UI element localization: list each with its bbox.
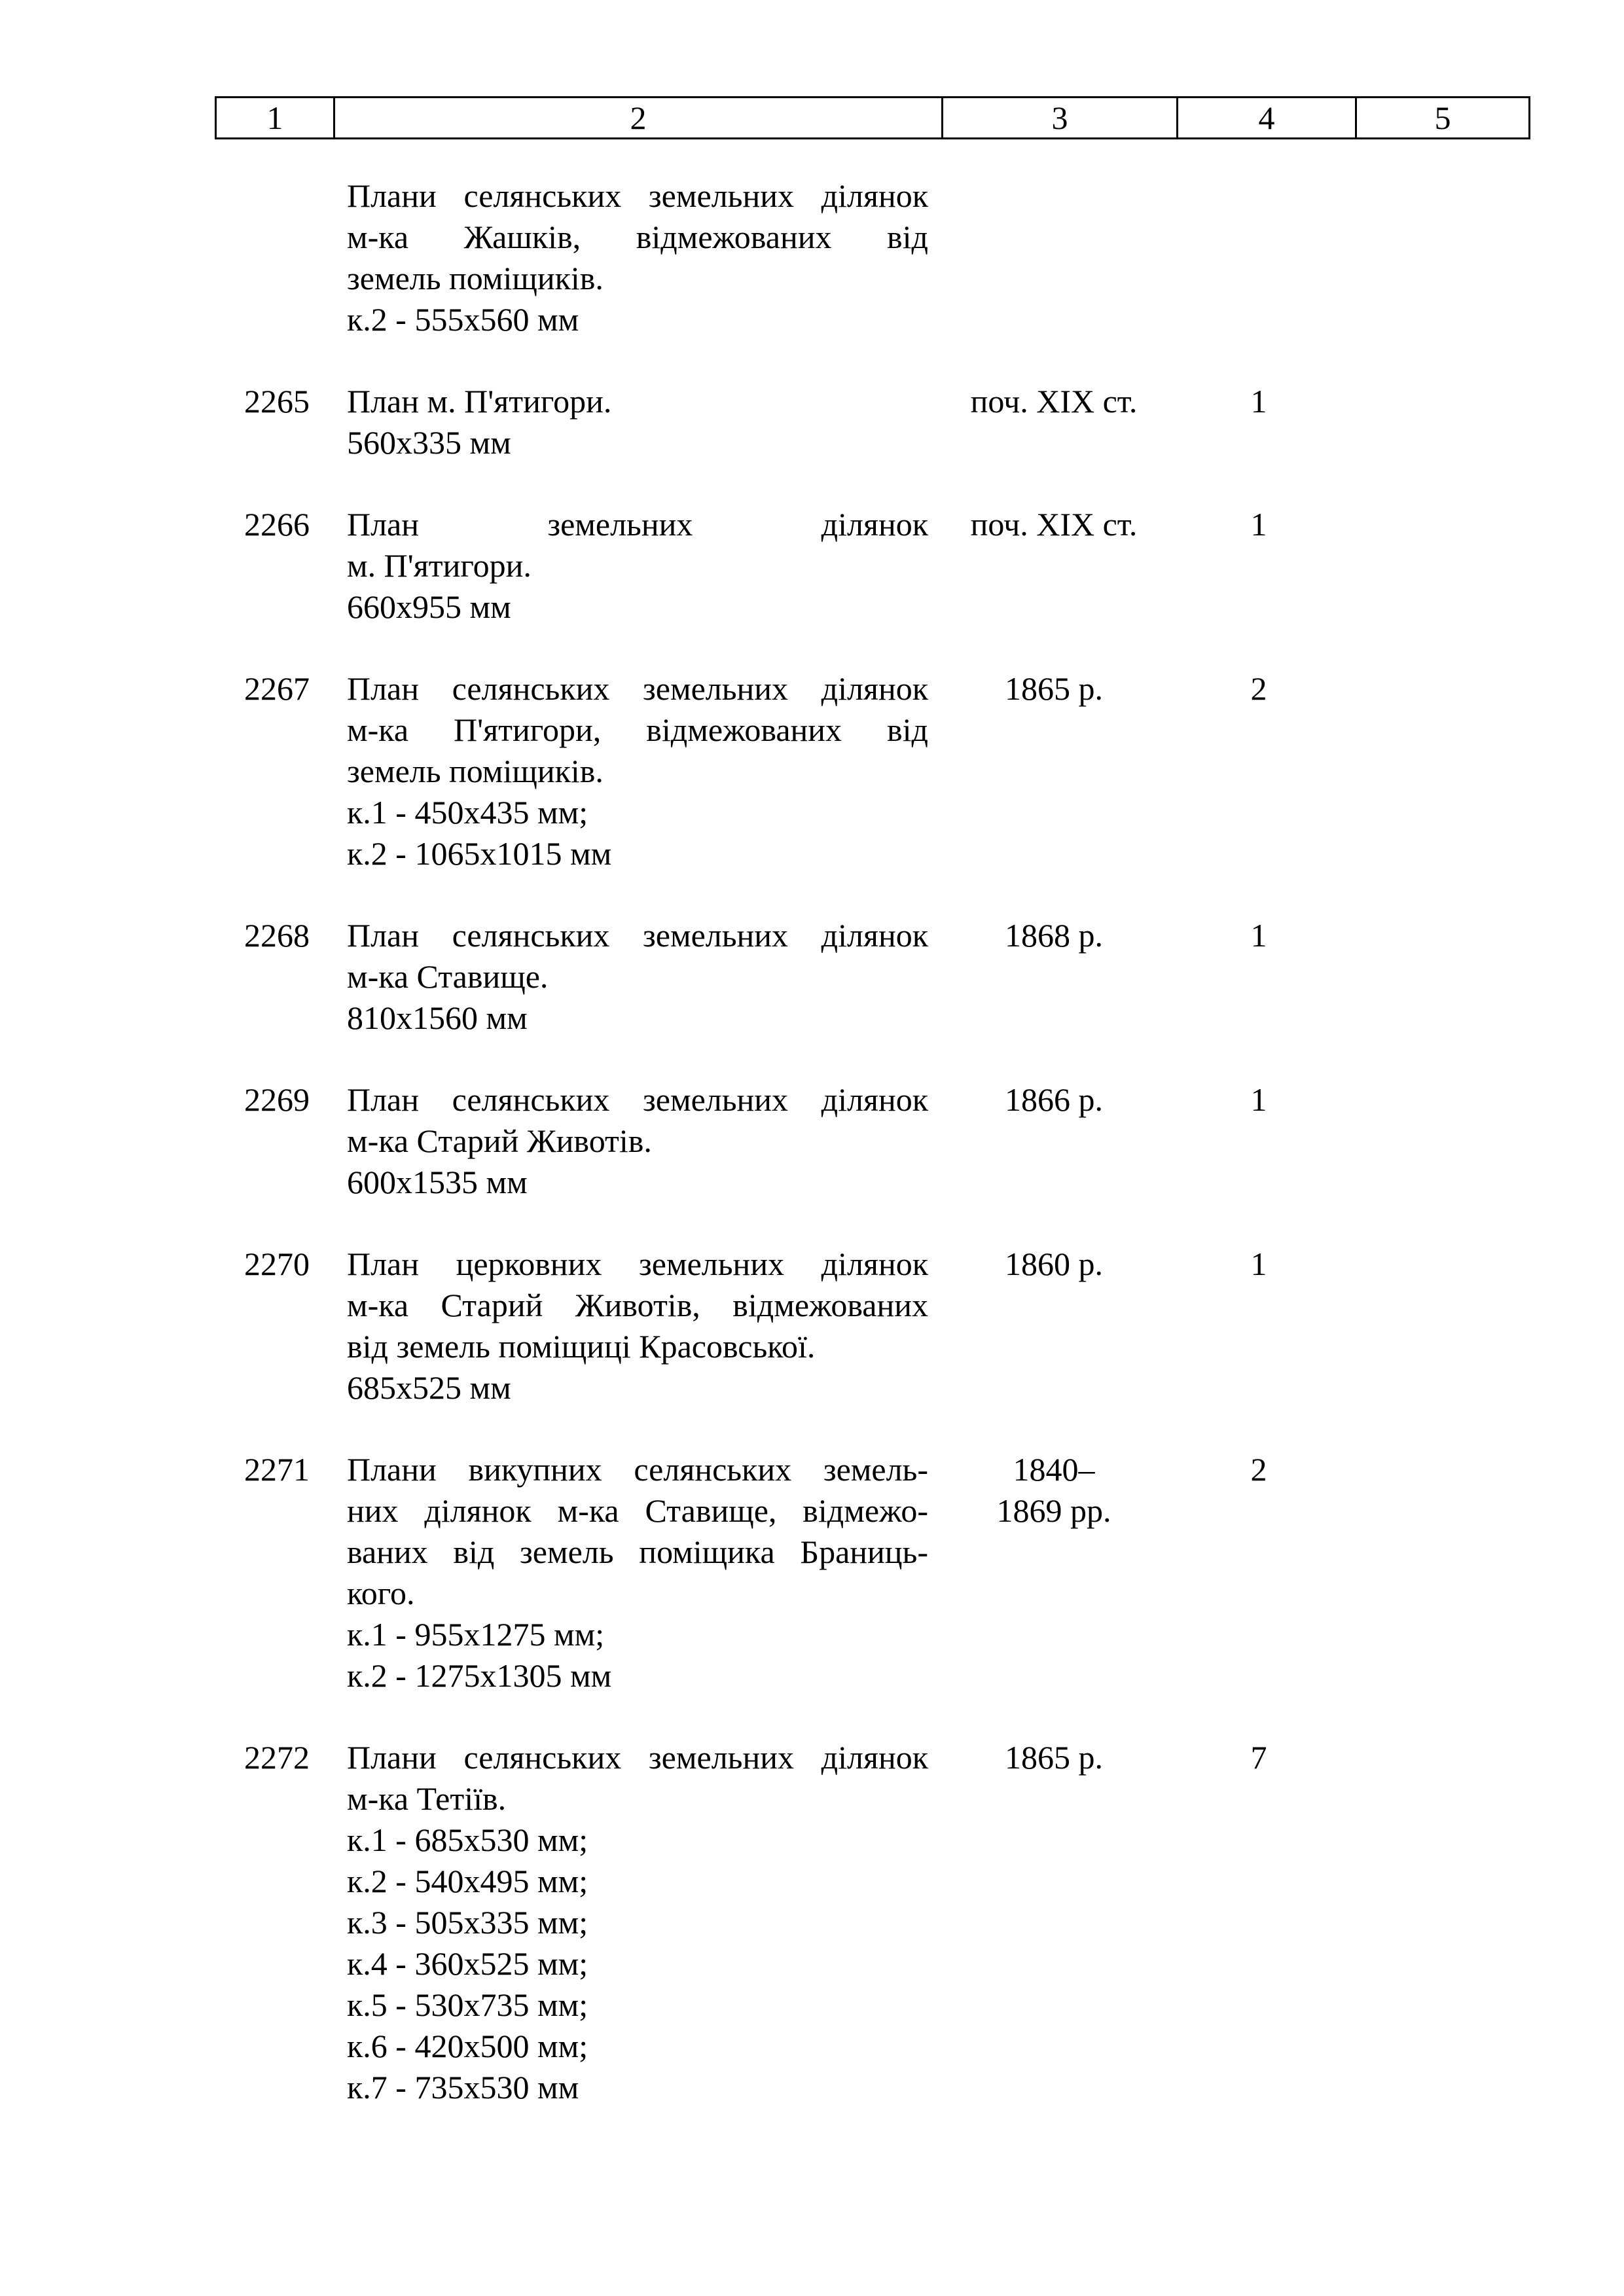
sheet-size: 600х1535 мм [347, 1164, 528, 1200]
description-line: м-ка Жашків, відмежованих від [347, 219, 928, 255]
sheet-size: к.2 - 1275х1305 мм [347, 1657, 612, 1694]
description-line: План селянських земельних ділянок [347, 917, 928, 954]
record-description [331, 668, 937, 874]
date-line: 1868 р. [1005, 917, 1103, 954]
column-number-header [215, 96, 1530, 139]
record-description [331, 1244, 937, 1408]
header-col-2: 2 [334, 98, 943, 139]
date-line: 1865 р. [1005, 1739, 1103, 1776]
record-date [937, 1737, 1170, 1778]
record-row [215, 1244, 1519, 1408]
sheet-size: к.5 - 530х735 мм; [347, 1986, 588, 2023]
record-number: 2269 [244, 1081, 310, 1118]
header-col-4: 4 [1178, 98, 1356, 139]
record-description [331, 1079, 937, 1203]
header-col-5: 5 [1356, 98, 1530, 139]
header-col-1: 1 [216, 98, 334, 139]
description-line: План селянських земельних ділянок [347, 670, 928, 707]
sheet-size: 810х1560 мм [347, 999, 528, 1036]
date-line: 1840– [1013, 1451, 1095, 1488]
record-row [215, 381, 1519, 463]
description-line: від земель поміщиці Красовської. [347, 1328, 816, 1365]
sheet-count: 7 [1250, 1739, 1267, 1776]
sheet-count: 1 [1250, 1081, 1267, 1118]
sheet-size: к.1 - 450х435 мм; [347, 794, 588, 831]
sheet-count: 1 [1250, 917, 1267, 954]
description-line: План церковних земельних ділянок [347, 1246, 928, 1282]
record-number: 2272 [244, 1739, 310, 1776]
description-line: Плани викупних селянських земель- [347, 1451, 928, 1488]
record-number: 2266 [244, 506, 310, 543]
sheet-count: 1 [1250, 383, 1267, 420]
record-date [937, 915, 1170, 956]
description-line: м. П'ятигори. [347, 547, 532, 584]
record-row [215, 1449, 1519, 1696]
description-line: земель поміщиків. [347, 260, 604, 296]
description-line: План м. П'ятигори. [347, 383, 612, 420]
record-description [331, 175, 937, 340]
date-line: 1865 р. [1005, 670, 1103, 707]
description-line: м-ка Старий Животів. [347, 1122, 652, 1159]
description-line: План земельних ділянок [347, 506, 928, 543]
record-number: 2270 [244, 1246, 310, 1282]
sheet-size: к.3 - 505х335 мм; [347, 1904, 588, 1941]
description-line: кого. [347, 1575, 415, 1611]
record-list [215, 175, 1519, 2149]
sheet-size: 660х955 мм [347, 588, 511, 625]
sheet-count: 1 [1250, 1246, 1267, 1282]
record-row [215, 504, 1519, 628]
record-description [331, 1737, 937, 2108]
description-line: Плани селянських земельних ділянок [347, 177, 928, 214]
record-date [937, 381, 1170, 422]
record-date [937, 504, 1170, 545]
sheet-size: к.6 - 420х500 мм; [347, 2028, 588, 2064]
sheet-size: 685х525 мм [347, 1369, 511, 1406]
description-line: Плани селянських земельних ділянок [347, 1739, 928, 1776]
date-line: 1860 р. [1005, 1246, 1103, 1282]
sheet-size: к.1 - 685х530 мм; [347, 1821, 588, 1858]
record-row [215, 175, 1519, 340]
sheet-size: к.4 - 360х525 мм; [347, 1945, 588, 1982]
record-row [215, 915, 1519, 1039]
record-number: 2271 [244, 1451, 310, 1488]
date-line: 1869 рр. [996, 1492, 1111, 1529]
sheet-size: к.2 - 1065х1015 мм [347, 835, 612, 872]
description-line: них ділянок м-ка Ставище, відмежо- [347, 1492, 928, 1529]
record-description [331, 1449, 937, 1696]
record-date [937, 1079, 1170, 1121]
record-date [937, 1244, 1170, 1285]
description-line: м-ка П'ятигори, відмежованих від [347, 711, 928, 748]
sheet-count: 2 [1250, 670, 1267, 707]
description-line: ваних від земель поміщика Браниць- [347, 1534, 928, 1570]
sheet-size: к.2 - 540х495 мм; [347, 1863, 588, 1899]
sheet-size: 560х335 мм [347, 424, 511, 461]
record-number: 2265 [244, 383, 310, 420]
record-description [331, 915, 937, 1039]
description-line: земель поміщиків. [347, 753, 604, 789]
description-line: План селянських земельних ділянок [347, 1081, 928, 1118]
date-line: поч. ХІХ ст. [970, 506, 1138, 543]
sheet-size: к.2 - 555х560 мм [347, 301, 579, 338]
record-date [937, 668, 1170, 709]
record-number: 2268 [244, 917, 310, 954]
header-col-3: 3 [943, 98, 1178, 139]
sheet-size: к.1 - 955х1275 мм; [347, 1616, 605, 1653]
description-line: м-ка Старий Животів, відмежованих [347, 1287, 928, 1323]
description-line: м-ка Тетіїв. [347, 1780, 507, 1817]
record-row [215, 668, 1519, 874]
record-number: 2267 [244, 670, 310, 707]
date-line: поч. ХІХ ст. [970, 383, 1138, 420]
sheet-count: 2 [1250, 1451, 1267, 1488]
sheet-size: к.7 - 735х530 мм [347, 2069, 579, 2106]
record-description [331, 381, 937, 463]
description-line: м-ка Ставище. [347, 958, 549, 995]
record-description [331, 504, 937, 628]
sheet-count: 1 [1250, 506, 1267, 543]
date-line: 1866 р. [1005, 1081, 1103, 1118]
record-row [215, 1079, 1519, 1203]
record-date [937, 1449, 1170, 1532]
header-row [216, 98, 1530, 139]
record-row [215, 1737, 1519, 2108]
